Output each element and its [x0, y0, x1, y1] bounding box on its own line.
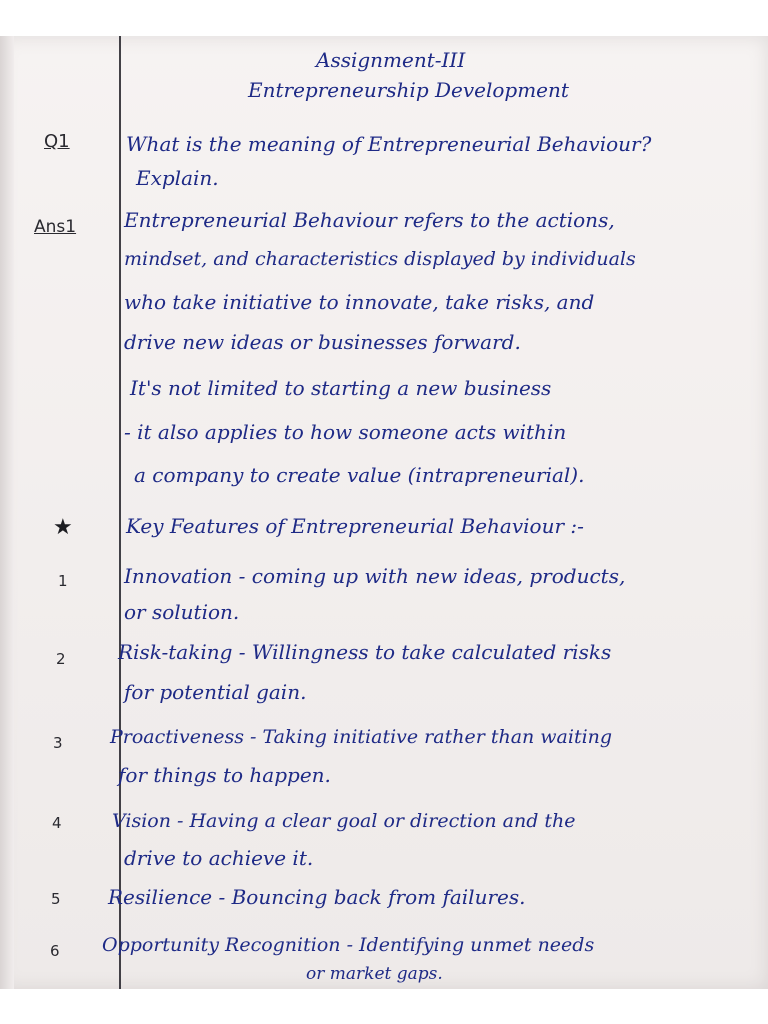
item-term	[110, 728, 612, 747]
subject-title: Entrepreneurship Development	[248, 78, 569, 102]
item-term	[108, 887, 525, 907]
question-line-1: What is the meaning of Entrepreneurial Behaviour?	[126, 132, 652, 156]
item-description-cont: drive to achieve it.	[124, 846, 314, 870]
assignment-title: Assignment-III	[316, 48, 466, 72]
item-term	[118, 642, 611, 662]
item-number: 5	[51, 890, 61, 908]
item-term	[102, 936, 594, 955]
answer-line: mindset, and characteristics displayed by individuals	[124, 248, 636, 270]
answer-line: who take initiative to innovate, take risks, and	[124, 290, 595, 314]
answer-line: It's not limited to starting a new business	[130, 376, 552, 400]
item-description: - Identifying unmet needs	[346, 934, 595, 956]
answer-line: drive new ideas or businesses forward.	[124, 330, 521, 354]
item-description: - Having a clear goal or direction and the	[177, 810, 576, 832]
answer-line: a company to create value (intrapreneurial).	[134, 463, 585, 487]
answer-line: Entrepreneurial Behaviour refers to the actions,	[124, 208, 615, 232]
item-term-text: Innovation	[124, 564, 233, 588]
item-description-cont: or solution.	[124, 600, 240, 624]
item-term-text: Risk-taking	[118, 640, 233, 664]
question-marker: Q1	[44, 131, 70, 152]
question-line-2: Explain.	[136, 166, 219, 190]
item-term-text: Proactiveness	[110, 726, 244, 748]
item-term-text: Vision	[112, 810, 171, 832]
item-term-text: Opportunity Recognition	[102, 934, 341, 956]
item-term	[124, 566, 625, 586]
item-description-cont: or market gaps.	[306, 964, 443, 984]
item-description: - Taking initiative rather than waiting	[250, 726, 613, 748]
features-heading: Key Features of Entrepreneurial Behaviour :-	[126, 514, 584, 538]
item-description: - Willingness to take calculated risks	[238, 640, 612, 664]
item-term	[112, 812, 576, 831]
item-number: 4	[52, 814, 62, 832]
margin-rule	[119, 36, 121, 989]
page-left-edge	[0, 36, 14, 989]
item-number: 3	[53, 734, 63, 752]
item-number: 2	[56, 650, 66, 668]
item-number: 1	[58, 572, 68, 590]
item-description: - coming up with new ideas, products,	[238, 564, 626, 588]
item-number: 6	[50, 942, 60, 960]
item-description-cont: for things to happen.	[118, 763, 331, 787]
item-description-cont: for potential gain.	[124, 680, 307, 704]
item-term-text: Resilience	[108, 885, 213, 909]
item-description: - Bouncing back from failures.	[218, 885, 526, 909]
answer-marker: Ans1	[34, 217, 77, 237]
star-icon: ★	[53, 515, 73, 540]
answer-line: - it also applies to how someone acts within	[124, 420, 567, 444]
notebook-page	[0, 36, 768, 989]
